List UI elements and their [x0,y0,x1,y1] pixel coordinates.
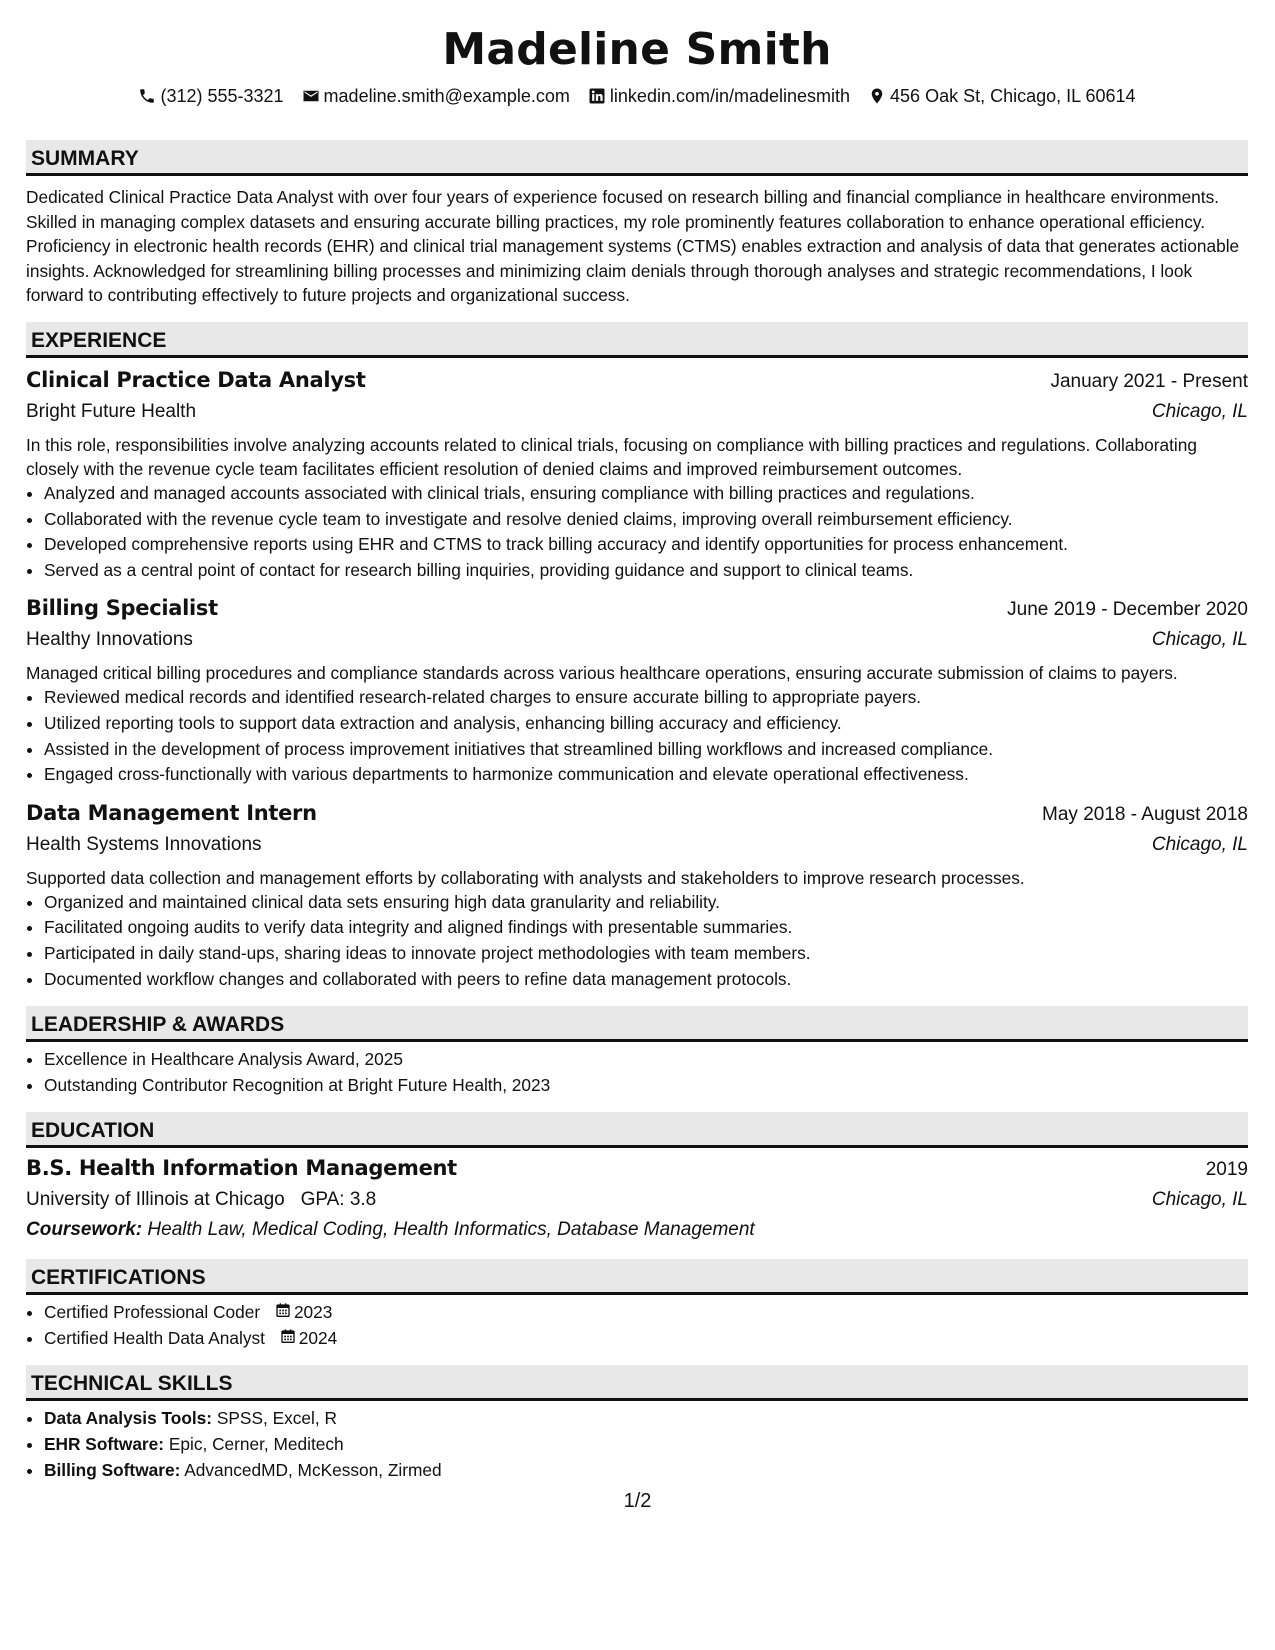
list-item: • Assisted in the development of process improvement initiatives that streamlined billing workflows and increased compliance. [44,737,1248,763]
contact-bar [26,82,1248,110]
cert-name: Certified Professional Coder [44,1302,261,1323]
job-description: Supported data collection and management efforts by collaborating with analysts and stakeholders to improve research processes. [26,867,1025,888]
school-name: University of Illinois at Chicago [26,1189,285,1211]
list-item: • Served as a central point of contact for research billing inquiries, providing guidance and support to clinical teams. [44,558,1248,584]
envelope-icon [302,87,320,105]
section-header-leadership: LEADERSHIP & AWARDS [26,1006,1248,1042]
job-title: Billing Specialist [26,596,218,621]
job-dates: June 2019 - December 2020 [1007,599,1248,621]
list-item [44,1458,1248,1484]
job-description: In this role, responsibilities involve analyzing accounts related to clinical trials, focusing on compliance with billing practices and regulations. Collaborating closely with the revenue cycle team facilitates efficient resolution of denied claims and improved reimbursement outcomes. [26,434,1197,479]
certifications-list [26,1300,1248,1351]
job-bullets [26,481,1248,583]
job-entry [26,365,1248,583]
contact-email[interactable] [302,86,570,107]
candidate-name: Madeline Smith [442,24,832,75]
list-item: • Reviewed medical records and identified research-related charges to ensure accurate billing to appropriate payers. [44,685,1248,711]
list-item [44,1406,1248,1432]
phone-text: (312) 555-3321 [160,85,284,106]
list-item: • Engaged cross-functionally with various departments to harmonize communication and elevate operational effectiveness. [44,762,1248,788]
list-item [44,1432,1248,1458]
page-number: 1/2 [623,1490,652,1512]
section-header-skills: TECHNICAL SKILLS [26,1365,1248,1401]
list-item [44,1326,1248,1352]
cert-name: Certified Health Data Analyst [44,1327,265,1348]
school-location: Chicago, IL [1151,1189,1248,1211]
section-header-education: EDUCATION [26,1112,1248,1148]
map-pin-icon [868,87,886,105]
skill-label: EHR Software: [44,1434,165,1455]
list-item [44,1300,1248,1326]
calendar-icon [280,1326,299,1352]
job-location: Chicago, IL [1151,833,1248,855]
company-name: Health Systems Innovations [26,833,262,855]
job-description: Managed critical billing procedures and compliance standards across various healthcare operations, ensuring accurate submission of claims to payers. [26,663,1178,684]
job-title: Data Management Intern [26,800,317,825]
job-entry [26,798,1248,992]
skill-value: AdvancedMD, McKesson, Zirmed [184,1459,442,1480]
job-location: Chicago, IL [1151,400,1248,422]
cert-year: 2024 [298,1327,338,1348]
coursework-list: Health Law, Medical Coding, Health Informatics, Database Management [147,1219,755,1241]
summary-text: Dedicated Clinical Practice Data Analyst with over four years of experience focused on research billing and financial compliance in healthcare environments. Skilled in managing complex datasets and ensuring accurate billing practices, my role prominently features collaboration to enhance operational efficiency. Proficiency in electronic health records (EHR) and clinical trial management systems (CTMS) enables extraction and analysis of data that generates actionable insights. Acknowledged for streamlining billing processes and minimizing claim denials through thorough analyses and strategic recommendations, I look forward to contributing effectively to future projects and organizational success. [26,187,1240,306]
section-header-certifications: CERTIFICATIONS [26,1259,1248,1295]
skill-label: Data Analysis Tools: [44,1408,213,1429]
list-item: • Facilitated ongoing audits to verify data integrity and aligned findings with presentable summaries. [44,915,1248,941]
list-item: • Documented workflow changes and collaborated with peers to refine data management protocols. [44,967,1248,993]
school-line [26,1185,376,1215]
list-item: • Organized and maintained clinical data sets ensuring high data granularity and reliability. [44,890,1248,916]
contact-phone [138,86,283,107]
cert-year: 2023 [293,1302,333,1323]
resume-page [26,0,1248,1483]
list-item: • Analyzed and managed accounts associated with clinical trials, ensuring compliance with billing practices and regulations. [44,481,1248,507]
company-name: Bright Future Health [26,400,197,422]
job-entry [26,593,1248,787]
skill-label: Billing Software: [44,1459,181,1480]
job-dates: January 2021 - Present [1050,370,1248,392]
job-bullets [26,685,1248,787]
coursework [26,1215,1248,1245]
linkedin-icon [588,87,606,105]
list-item: • Participated in daily stand-ups, sharing ideas to innovate project methodologies with team members. [44,941,1248,967]
section-header-summary: SUMMARY [26,140,1248,176]
gpa: GPA: 3.8 [300,1189,377,1211]
list-item: • Utilized reporting tools to support data extraction and analysis, enhancing billing accuracy and efficiency. [44,711,1248,737]
phone-icon [138,87,156,105]
section-header-experience: EXPERIENCE [26,322,1248,358]
awards-list [26,1047,1248,1098]
calendar-icon [275,1300,294,1326]
skill-value: SPSS, Excel, R [216,1408,337,1429]
coursework-label: Coursework: [26,1219,143,1241]
skill-value: Epic, Cerner, Meditech [168,1434,344,1455]
linkedin-link[interactable]: linkedin.com/in/madelinesmith [609,85,851,106]
contact-address [868,86,1136,107]
contact-linkedin[interactable] [588,86,850,107]
list-item: • Developed comprehensive reports using EHR and CTMS to track billing accuracy and identify opportunities for process enhancement. [44,532,1248,558]
job-title: Clinical Practice Data Analyst [26,367,366,392]
list-item: • Excellence in Healthcare Analysis Award, 2025 [44,1047,1248,1073]
list-item: • Collaborated with the revenue cycle team to investigate and resolve denied claims, improving overall reimbursement efficiency. [44,507,1248,533]
job-dates: May 2018 - August 2018 [1042,803,1248,825]
graduation-year: 2019 [1205,1159,1248,1181]
list-item: • Outstanding Contributor Recognition at Bright Future Health, 2023 [44,1073,1248,1099]
company-name: Healthy Innovations [26,629,193,651]
job-bullets [26,890,1248,992]
address-text: 456 Oak St, Chicago, IL 60614 [890,85,1136,106]
skills-list [26,1406,1248,1483]
education-entry [26,1153,1248,1245]
degree-title: B.S. Health Information Management [26,1156,457,1181]
email-link[interactable]: madeline.smith@example.com [323,85,570,106]
job-location: Chicago, IL [1151,629,1248,651]
